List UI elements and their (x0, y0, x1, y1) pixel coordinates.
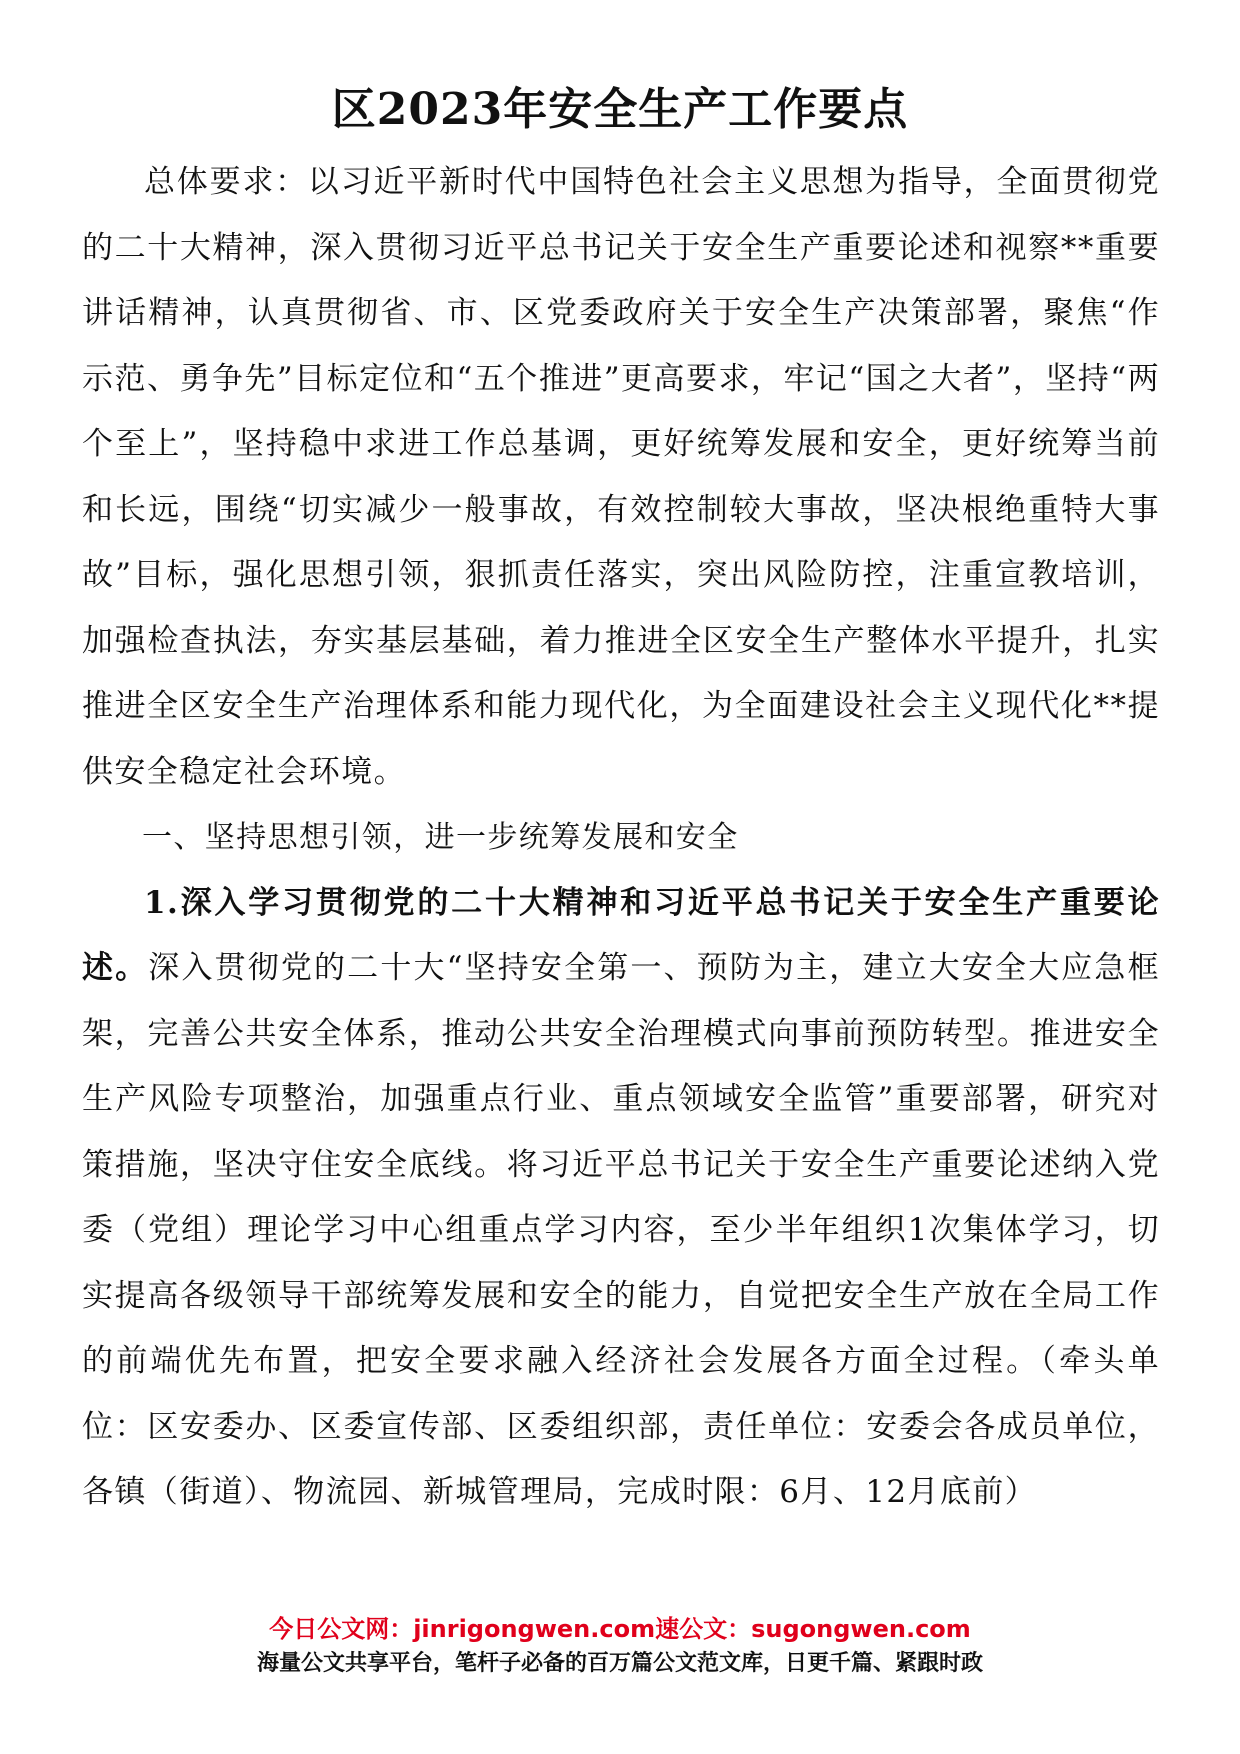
item-1-body: 深入贯彻党的二十大“坚持安全第一、预防为主，建立大安全大应急框架，完善公共安全体系，推动公共安全治理模式向事前预防转型。推进安全生产风险专项整治，加强重点行业、重点领域安全监管”重要部署，研究对策措施，坚决守住安全底线。将习近平总书记关于安全生产重要论述纳入党委（党组）理论学习中心组重点学习内容，至少半年组织1次集体学习，切实提高各级领导干部统筹发展和安全的能力，自觉把安全生产放在全局工作的前端优先布置，把安全要求融入经济社会发展各方面全过程。（牵头单位：区安委办、区委宣传部、区委组织部，责任单位：安委会各成员单位，各镇（街道）、物流园、新城管理局，完成时限：6月、12月底前） (82, 950, 1160, 1510)
section-heading: 一、坚持思想引领，进一步统筹发展和安全 (142, 820, 739, 855)
footer-watermark (0, 1612, 1240, 1682)
document-title: 区2023年安全生产工作要点 (331, 84, 909, 135)
footer-site-links: 今日公文网：jinrigongwen.com速公文：sugongwen.com (269, 1615, 971, 1643)
footer-slogan: 海量公文共享平台，笔杆子必备的百万篇公文范文库，日更千篇、紧跟时政 (256, 1651, 983, 1676)
item-1-paragraph (82, 871, 1160, 1526)
document-body (82, 150, 1160, 1526)
item-1-title: 1.深入学习贯彻党的二十大精神和习近平总书记关于安全生产重要论述。 (82, 884, 1160, 986)
intro-paragraph: 总体要求：以习近平新时代中国特色社会主义思想为指导，全面贯彻党的二十大精神，深入贯彻习近平总书记关于安全生产重要论述和视察**重要讲话精神，认真贯彻省、市、区党委政府关于安全生产决策部署，聚焦“作示范、勇争先”目标定位和“五个推进”更高要求，牢记“国之大者”，坚持“两个至上”，坚持稳中求进工作总基调，更好统筹发展和安全，更好统筹当前和长远，围绕“切实减少一般事故，有效控制较大事故，坚决根绝重特大事故”目标，强化思想引领，狠抓责任落实，突出风险防控，注重宣教培训，加强检查执法，夯实基层基础，着力推进全区安全生产整体水平提升，扎实推进全区安全生产治理体系和能力现代化，为全面建设社会主义现代化**提供安全稳定社会环境。 (82, 164, 1160, 790)
